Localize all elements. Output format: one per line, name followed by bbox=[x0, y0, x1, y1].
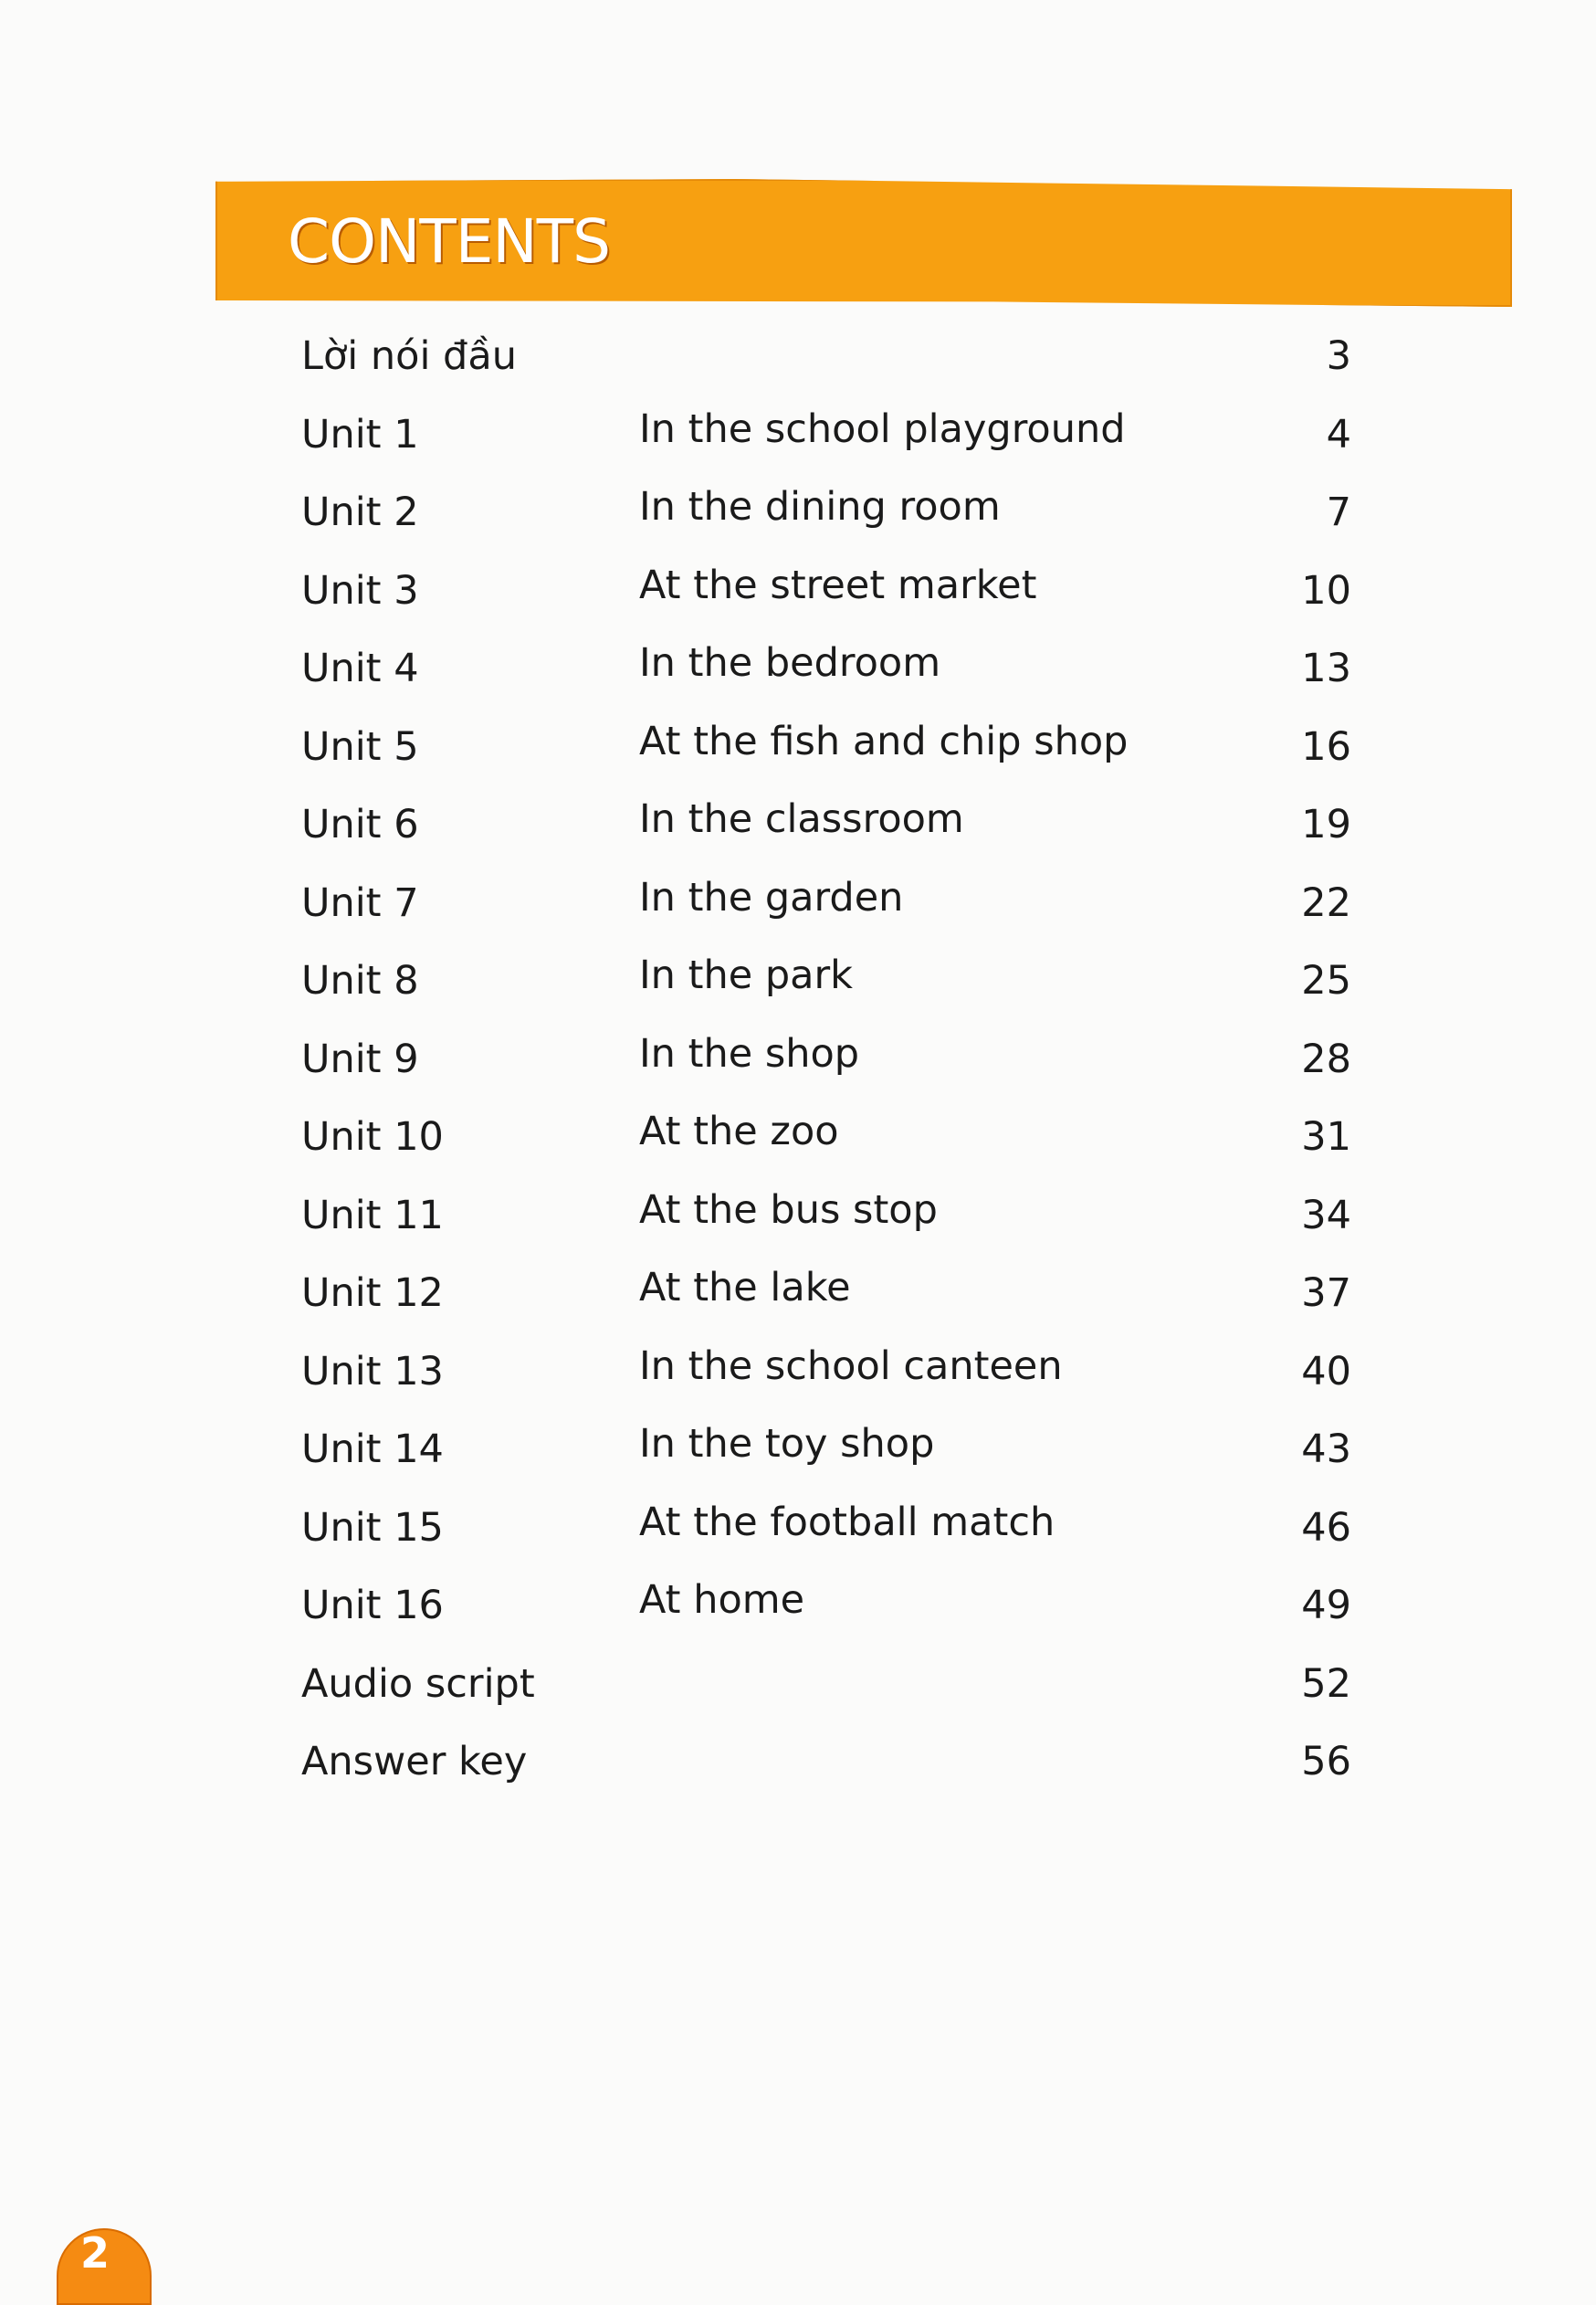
page-title: CONTENTS bbox=[288, 206, 611, 277]
toc-entry-page: 16 bbox=[1301, 723, 1351, 770]
toc-entry-title: In the dining room bbox=[639, 484, 1001, 530]
toc-entry-title: In the classroom bbox=[639, 796, 964, 842]
toc-entry-title: At the football match bbox=[639, 1499, 1055, 1545]
toc-entry-page: 40 bbox=[1301, 1348, 1351, 1395]
toc-entry-title: In the toy shop bbox=[639, 1421, 935, 1467]
toc-entry[interactable] bbox=[301, 1342, 1351, 1427]
toc-entry-label: Unit 6 bbox=[301, 802, 419, 847]
toc-entry-label: Unit 15 bbox=[301, 1504, 444, 1551]
toc-entry[interactable] bbox=[301, 405, 1351, 490]
toc-entry-page: 3 bbox=[1326, 333, 1351, 379]
toc-entry-label: Unit 16 bbox=[301, 1583, 444, 1628]
toc-entry[interactable] bbox=[301, 1030, 1351, 1115]
toc-entry-page: 7 bbox=[1326, 489, 1351, 535]
toc-entry-label: Unit 10 bbox=[301, 1114, 444, 1160]
toc-entry-label: Unit 8 bbox=[301, 958, 419, 1004]
toc-entry-label: Unit 7 bbox=[301, 879, 419, 926]
toc-entry-page: 37 bbox=[1301, 1270, 1351, 1316]
page-number: 2 bbox=[80, 2228, 110, 2278]
toc-entry[interactable] bbox=[301, 874, 1351, 959]
toc-entry-page: 28 bbox=[1301, 1036, 1351, 1082]
toc-entry-page: 31 bbox=[1301, 1114, 1351, 1160]
toc-entry-label: Audio script bbox=[301, 1660, 535, 1707]
toc-entry-page: 19 bbox=[1301, 802, 1351, 847]
toc-entry-label: Lời nói đầu bbox=[301, 333, 517, 379]
toc-entry[interactable] bbox=[301, 1577, 1351, 1661]
table-of-contents bbox=[301, 333, 1351, 1817]
toc-entry[interactable] bbox=[301, 1739, 1351, 1817]
toc-entry-page: 49 bbox=[1301, 1583, 1351, 1628]
toc-entry-title: In the shop bbox=[639, 1030, 860, 1077]
toc-entry-label: Unit 3 bbox=[301, 567, 419, 614]
toc-entry-title: In the garden bbox=[639, 874, 904, 921]
toc-entry-title: In the school playground bbox=[639, 405, 1126, 452]
toc-entry-label: Unit 11 bbox=[301, 1192, 444, 1238]
toc-entry-label: Unit 12 bbox=[301, 1270, 444, 1316]
toc-entry[interactable] bbox=[301, 562, 1351, 647]
toc-entry-label: Unit 13 bbox=[301, 1348, 444, 1395]
toc-entry[interactable] bbox=[301, 796, 1351, 880]
toc-entry-page: 13 bbox=[1301, 646, 1351, 691]
toc-entry[interactable] bbox=[301, 718, 1351, 803]
toc-entry[interactable] bbox=[301, 1421, 1351, 1505]
toc-entry[interactable] bbox=[301, 1265, 1351, 1349]
toc-entry-label: Unit 2 bbox=[301, 489, 419, 535]
toc-entry-label: Unit 1 bbox=[301, 411, 419, 458]
toc-entry-page: 22 bbox=[1301, 879, 1351, 926]
toc-entry-title: At the lake bbox=[639, 1265, 851, 1310]
toc-entry-page: 34 bbox=[1301, 1192, 1351, 1238]
toc-entry-page: 52 bbox=[1301, 1660, 1351, 1707]
toc-entry-title: At home bbox=[639, 1577, 805, 1623]
toc-entry-page: 25 bbox=[1301, 958, 1351, 1004]
toc-entry[interactable] bbox=[301, 484, 1351, 568]
toc-entry-title: At the street market bbox=[639, 562, 1037, 608]
toc-entry[interactable] bbox=[301, 1186, 1351, 1271]
toc-entry[interactable] bbox=[301, 1109, 1351, 1193]
toc-entry-page: 46 bbox=[1301, 1504, 1351, 1551]
toc-entry[interactable] bbox=[301, 1499, 1351, 1584]
toc-entry-title: At the bus stop bbox=[639, 1186, 938, 1233]
toc-entry-label: Unit 14 bbox=[301, 1426, 444, 1472]
toc-entry-label: Unit 5 bbox=[301, 723, 419, 770]
toc-entry-page: 4 bbox=[1326, 411, 1351, 458]
toc-entry[interactable] bbox=[301, 640, 1351, 724]
toc-entry[interactable] bbox=[301, 953, 1351, 1037]
toc-entry-title: At the fish and chip shop bbox=[639, 718, 1129, 764]
toc-entry-title: In the park bbox=[639, 953, 854, 998]
toc-entry-title: At the zoo bbox=[639, 1109, 839, 1154]
toc-entry[interactable] bbox=[301, 1661, 1351, 1740]
toc-entry-page: 43 bbox=[1301, 1426, 1351, 1472]
toc-entry-title: In the school canteen bbox=[639, 1342, 1063, 1389]
toc-entry-title: In the bedroom bbox=[639, 640, 941, 686]
toc-entry-label: Unit 4 bbox=[301, 646, 419, 691]
toc-entry-label: Unit 9 bbox=[301, 1036, 419, 1082]
toc-entry[interactable] bbox=[301, 333, 1351, 412]
toc-entry-label: Answer key bbox=[301, 1739, 528, 1784]
toc-entry-page: 56 bbox=[1301, 1739, 1351, 1784]
toc-entry-page: 10 bbox=[1301, 567, 1351, 614]
